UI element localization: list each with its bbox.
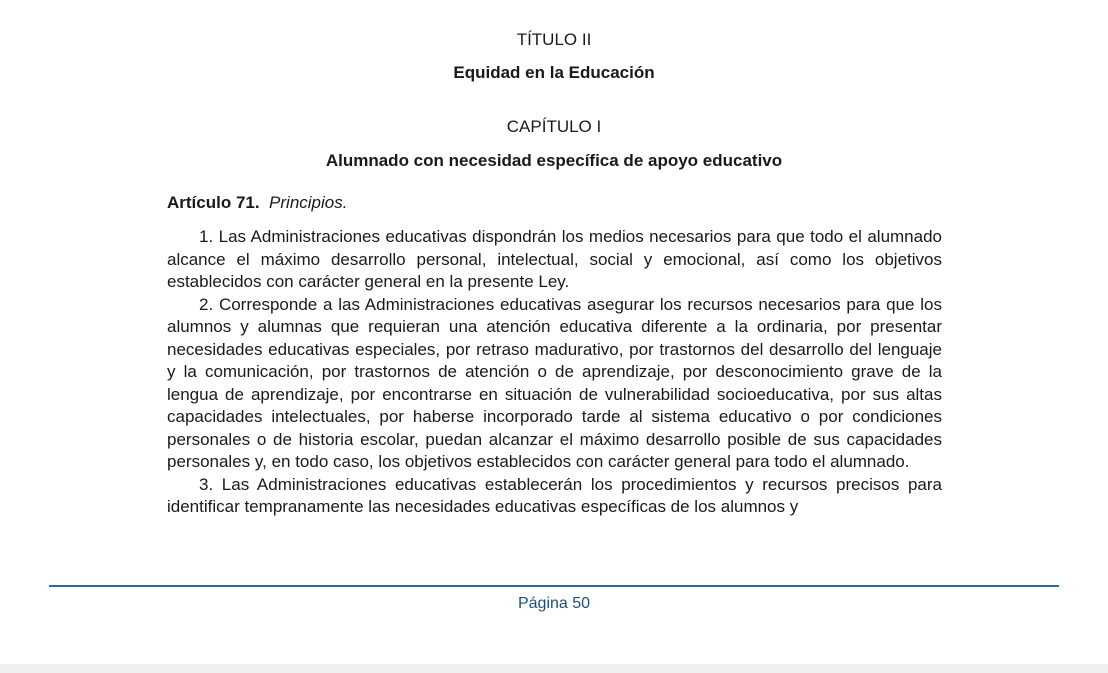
chapter-label: CAPÍTULO I: [506, 117, 602, 136]
title-label: TÍTULO II: [516, 30, 592, 49]
page-number: Página 50: [517, 595, 591, 612]
title-subtitle: Equidad en la Educación: [453, 63, 655, 82]
paragraph-3: 3. Las Administraciones educativas establecerán los procedimientos y recursos precisos para identificar tempranamente las necesidades educativas específicas de los alumnos y: [167, 474, 942, 516]
chapter-subtitle: Alumnado con necesidad específica de apoyo educativo: [325, 151, 783, 170]
paragraph-2: 2. Corresponde a las Administraciones educativas asegurar los recursos necesarios para que los alumnos y alumnas que requieran una atención educativa diferente a la ordinaria, por presentar necesidades educativas especiales, por retraso madurativo, por trastornos del desarrollo del lenguaje y la comunicación, por trastornos de atención o de aprendizaje, por desconocimiento grave de la lengua de aprendizaje, por encontrarse en situación de vulnerabilidad socioeducativa, por sus altas capacidades intelectuales, por haberse incorporado tarde al sistema educativo o por condiciones personales o de historia escolar, puedan alcanzar el máximo desarrollo posible de sus capacidades personales y, en todo caso, los objetivos establecidos con carácter general para todo el alumnado.: [167, 294, 942, 471]
page-gap: [0, 664, 1108, 673]
article-number: Artículo 71.: [167, 193, 260, 212]
paragraph-1: 1. Las Administraciones educativas dispondrán los medios necesarios para que todo el alumnado alcance el máximo desarrollo personal, intelectual, social y emocional, así como los objetivos establecidos con carácter general en la presente Ley.: [167, 227, 942, 291]
footer-divider: [49, 585, 1059, 587]
article-name: Principios.: [269, 193, 348, 212]
article-body: [167, 226, 942, 541]
article-heading: [167, 192, 347, 214]
